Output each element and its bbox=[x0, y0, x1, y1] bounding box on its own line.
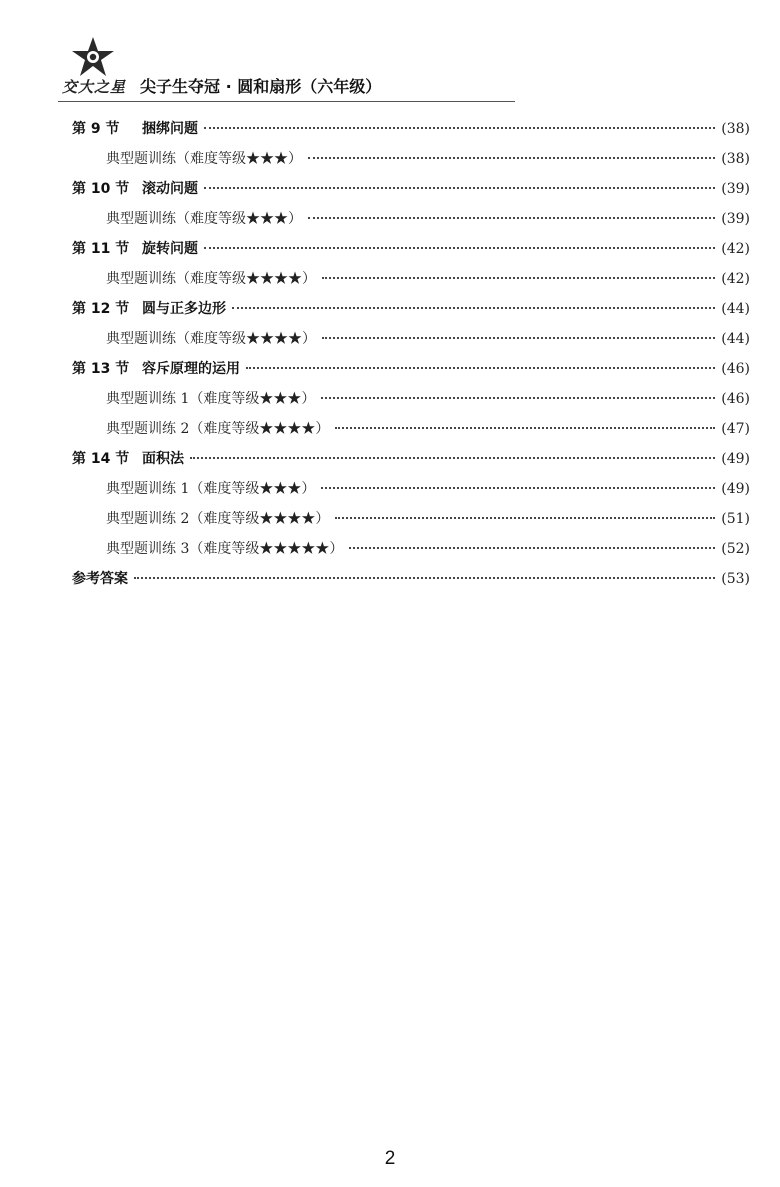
page-header bbox=[58, 36, 518, 102]
toc-entry-label bbox=[106, 538, 343, 558]
dot-leader bbox=[134, 577, 715, 579]
dot-leader bbox=[322, 337, 715, 339]
page-reference: (38) bbox=[721, 151, 750, 167]
page-reference: (46) bbox=[721, 391, 750, 407]
toc-entry-label bbox=[106, 508, 329, 528]
page-reference: (47) bbox=[721, 421, 750, 437]
toc-exercise-row[interactable] bbox=[72, 148, 750, 178]
toc-section-row[interactable] bbox=[72, 568, 750, 598]
page-reference: (51) bbox=[721, 511, 750, 527]
toc-section-row[interactable] bbox=[72, 178, 750, 208]
page-reference: (38) bbox=[721, 121, 750, 137]
toc-entry-label bbox=[106, 478, 315, 498]
page-reference: (42) bbox=[721, 241, 750, 257]
toc-section-row[interactable] bbox=[72, 118, 750, 148]
entry-title: 典型题训练 2（难度等级★★★★） bbox=[106, 511, 330, 527]
toc-section-row[interactable] bbox=[72, 238, 750, 268]
toc-section-row[interactable] bbox=[72, 448, 750, 478]
book-title: 尖子生夺冠 · 圆和扇形（六年级） bbox=[140, 77, 382, 96]
entry-title: 捆绑问题 bbox=[142, 121, 198, 137]
toc-section-row[interactable] bbox=[72, 298, 750, 328]
page-reference: (42) bbox=[721, 271, 750, 287]
page-reference: (49) bbox=[721, 451, 750, 467]
page-reference: (44) bbox=[721, 301, 750, 317]
dot-leader bbox=[322, 277, 715, 279]
logo-text: 交大之星 bbox=[62, 78, 127, 96]
toc-entry-label bbox=[72, 238, 198, 258]
dot-leader bbox=[335, 517, 715, 519]
entry-title: 典型题训练（难度等级★★★） bbox=[106, 151, 302, 167]
dot-leader bbox=[246, 367, 715, 369]
page-reference: (44) bbox=[721, 331, 750, 347]
entry-title: 典型题训练 1（难度等级★★★） bbox=[106, 481, 316, 497]
dot-leader bbox=[335, 427, 715, 429]
entry-title: 典型题训练 3（难度等级★★★★★） bbox=[106, 541, 344, 557]
page-reference: (53) bbox=[721, 571, 750, 587]
entry-title: 面积法 bbox=[142, 451, 184, 467]
toc-entry-label bbox=[72, 568, 128, 588]
toc-entry-label bbox=[106, 388, 315, 408]
toc-entry-label bbox=[106, 418, 329, 438]
toc-exercise-row[interactable] bbox=[72, 418, 750, 448]
dot-leader bbox=[308, 217, 715, 219]
entry-title: 典型题训练 1（难度等级★★★） bbox=[106, 391, 316, 407]
page-reference: (49) bbox=[721, 481, 750, 497]
dot-leader bbox=[232, 307, 715, 309]
table-of-contents bbox=[72, 118, 750, 598]
entry-title: 典型题训练 2（难度等级★★★★） bbox=[106, 421, 330, 437]
toc-exercise-row[interactable] bbox=[72, 388, 750, 418]
toc-entry-label bbox=[106, 148, 302, 168]
toc-entry-label bbox=[72, 118, 198, 138]
entry-title: 典型题训练（难度等级★★★★） bbox=[106, 271, 316, 287]
section-number: 第 9 节 bbox=[72, 121, 120, 137]
section-number: 第 11 节 bbox=[72, 241, 130, 257]
page-reference: (46) bbox=[721, 361, 750, 377]
toc-exercise-row[interactable] bbox=[72, 478, 750, 508]
entry-title: 容斥原理的运用 bbox=[142, 361, 240, 377]
toc-entry-label bbox=[72, 358, 240, 378]
toc-exercise-row[interactable] bbox=[72, 328, 750, 358]
toc-entry-label bbox=[106, 268, 316, 288]
dot-leader bbox=[321, 397, 715, 399]
toc-entry-label bbox=[72, 298, 226, 318]
entry-title: 参考答案 bbox=[72, 571, 128, 587]
section-number: 第 14 节 bbox=[72, 451, 130, 467]
toc-exercise-row[interactable] bbox=[72, 508, 750, 538]
toc-entry-label bbox=[106, 328, 316, 348]
dot-leader bbox=[190, 457, 715, 459]
toc-entry-label bbox=[72, 178, 198, 198]
toc-exercise-row[interactable] bbox=[72, 268, 750, 298]
star-icon bbox=[70, 36, 116, 78]
dot-leader bbox=[204, 127, 715, 129]
toc-exercise-row[interactable] bbox=[72, 208, 750, 238]
toc-section-row[interactable] bbox=[72, 358, 750, 388]
dot-leader bbox=[204, 187, 715, 189]
dot-leader bbox=[349, 547, 715, 549]
dot-leader bbox=[321, 487, 715, 489]
page-reference: (52) bbox=[721, 541, 750, 557]
entry-title: 典型题训练（难度等级★★★） bbox=[106, 211, 302, 227]
page-reference: (39) bbox=[721, 181, 750, 197]
dot-leader bbox=[308, 157, 715, 159]
entry-title: 圆与正多边形 bbox=[142, 301, 226, 317]
page-number: 2 bbox=[384, 1148, 396, 1169]
toc-exercise-row[interactable] bbox=[72, 538, 750, 568]
dot-leader bbox=[204, 247, 715, 249]
section-number: 第 13 节 bbox=[72, 361, 130, 377]
publisher-logo bbox=[58, 36, 148, 100]
entry-title: 滚动问题 bbox=[142, 181, 198, 197]
section-number: 第 10 节 bbox=[72, 181, 130, 197]
page-reference: (39) bbox=[721, 211, 750, 227]
header-divider bbox=[58, 101, 515, 102]
section-number: 第 12 节 bbox=[72, 301, 130, 317]
entry-title: 典型题训练（难度等级★★★★） bbox=[106, 331, 316, 347]
toc-entry-label bbox=[106, 208, 302, 228]
toc-entry-label bbox=[72, 448, 184, 468]
entry-title: 旋转问题 bbox=[142, 241, 198, 257]
